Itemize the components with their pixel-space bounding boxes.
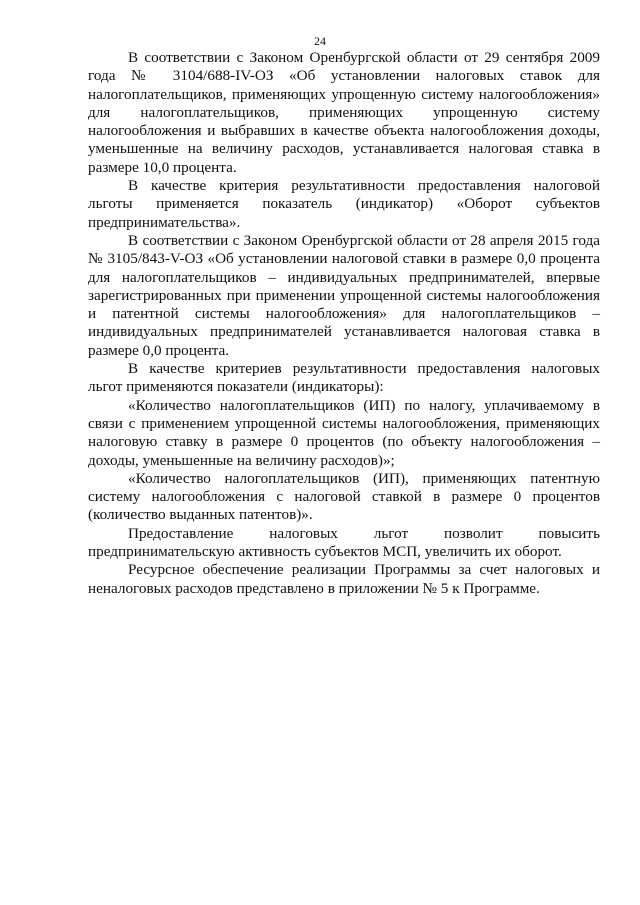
paragraph-law-2015: В соответствии с Законом Оренбургской области от 28 апреля 2015 года № 3105/843-V-ОЗ «Об установлении налоговой ставки в размере 0,0 процента для налогоплательщиков – индивидуальных предпринимателей, впервые зарегистрированных при применении упрощенной системы налогообложения и патентной системы налогообложения» для налогоплательщиков – индивидуальных предпринимателей устанавливается налоговая ставка в размере 0,0 процента. bbox=[88, 231, 600, 359]
paragraph-indicator-patent: «Количество налогоплательщиков (ИП), применяющих патентную систему налогообложения с налоговой ставкой в размере 0 процентов (количество выданных патентов)». bbox=[88, 469, 600, 524]
paragraph-indicator-usn: «Количество налогоплательщиков (ИП) по налогу, уплачиваемому в связи с применением упрощенной системы налогообложения, применяющих налоговую ставку в размере 0 процентов (по объекту налогообложения – доходы, уменьшенные на величину расходов)»; bbox=[88, 396, 600, 469]
paragraph-criterion-turnover: В качестве критерия результативности предоставления налоговой льготы применяется показатель (индикатор) «Оборот субъектов предпринимательства». bbox=[88, 177, 600, 231]
paragraph-resources: Ресурсное обеспечение реализации Программы за счет налоговых и неналоговых расходов представлено в приложении № 5 к Программе. bbox=[88, 561, 600, 597]
page-number: 24 bbox=[314, 34, 326, 48]
document-body bbox=[88, 49, 600, 598]
paragraph-law-2009: В соответствии с Законом Оренбургской области от 29 сентября 2009 года № 3104/688-IV-ОЗ «Об установлении налоговых ставок для налогоплательщиков, применяющих упрощенную систему налогообложения» для налогоплательщиков, применяющих упрощенную систему налогообложения и выбравших в качестве объекта налогообложения доходы, уменьшенные на величину расходов, устанавливается налоговая ставка в размере 10,0 процента. bbox=[88, 49, 600, 176]
paragraph-benefits: Предоставление налоговых льгот позволит повысить предпринимательскую активность субъектов МСП, увеличить их оборот. bbox=[88, 524, 600, 561]
paragraph-criteria-intro: В качестве критериев результативности предоставления налоговых льгот применяются показатели (индикаторы): bbox=[88, 360, 600, 396]
